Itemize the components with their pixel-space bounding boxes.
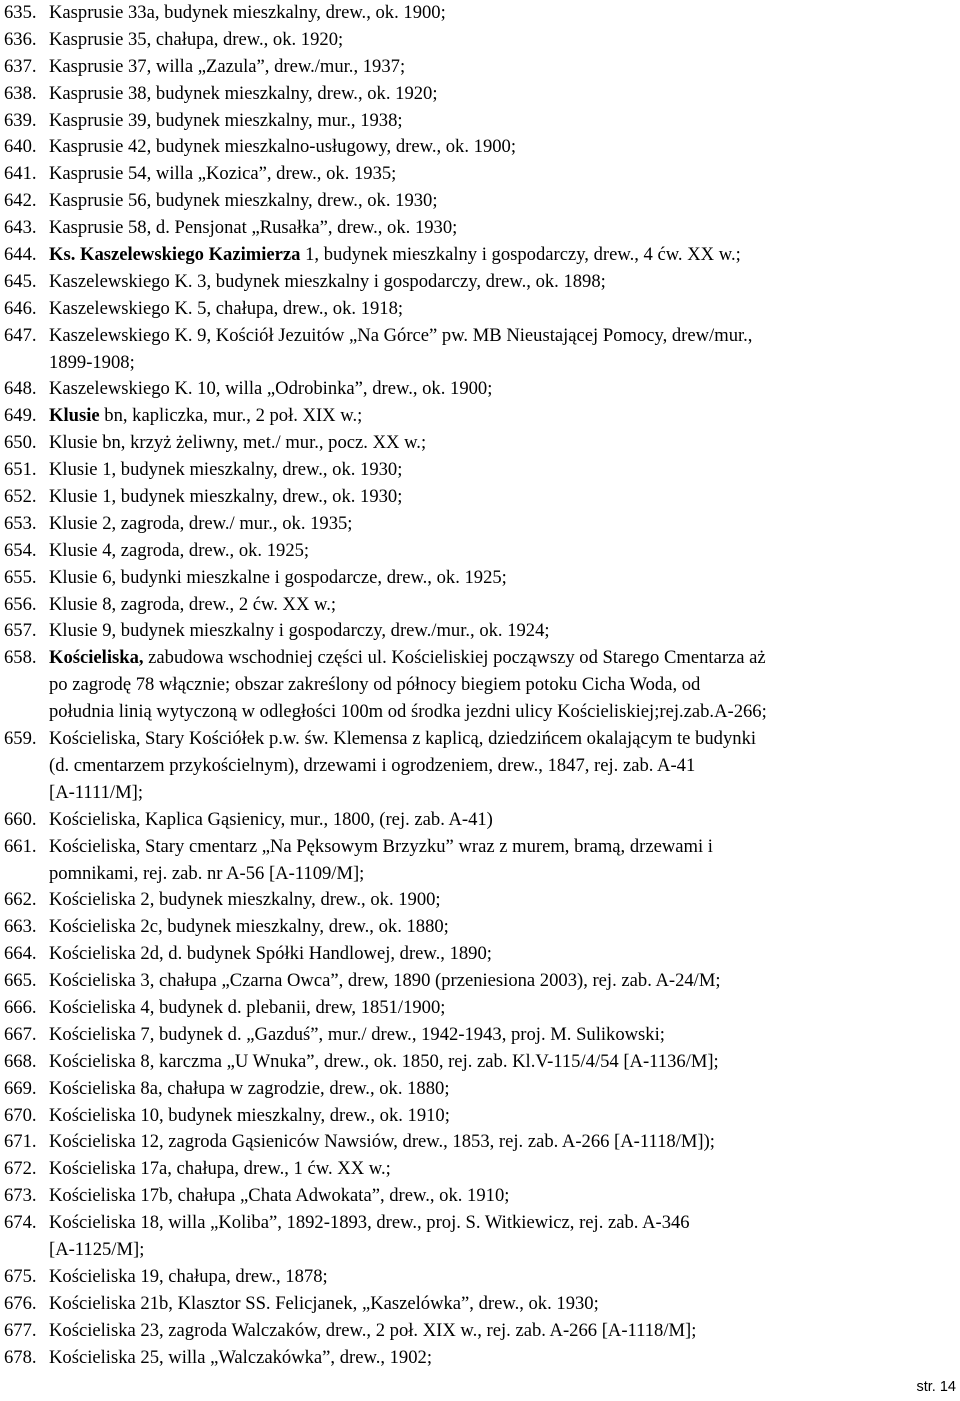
entry-text: pomnikami, rej. zab. nr A-56 [A-1109/M]; xyxy=(49,862,365,884)
entry-text: Kościeliska 3, chałupa „Czarna Owca”, drew, 1890 (przeniesiona 2003), rej. zab. A-24/M; xyxy=(49,970,721,992)
register-entry xyxy=(4,1318,954,1345)
register-entry xyxy=(4,726,954,807)
entry-number: 658. xyxy=(4,647,37,669)
entry-line xyxy=(4,0,954,27)
entry-line xyxy=(4,1183,954,1210)
entry-number: 656. xyxy=(4,593,37,615)
entry-number: 663. xyxy=(4,916,37,938)
entry-text: Kasprusie 33a, budynek mieszkalny, drew., ok. 1900; xyxy=(49,2,446,23)
entry-number: 649. xyxy=(4,405,37,427)
register-entry xyxy=(4,27,954,54)
entry-text: Klusie 9, budynek mieszkalny i gospodarczy, drew./mur., ok. 1924; xyxy=(49,620,550,642)
entry-number: 640. xyxy=(4,136,37,158)
entry-text: po zagrodę 78 włącznie; obszar zakreślony od północy biegiem potoku Cicha Woda, od xyxy=(49,674,701,696)
entry-line xyxy=(4,887,954,914)
entry-text: Kasprusie 37, willa „Zazula”, drew./mur., 1937; xyxy=(49,55,406,77)
entry-number: 638. xyxy=(4,82,37,104)
entry-text: Kaszelewskiego K. 9, Kościół Jezuitów „Na Górce” pw. MB Nieustającej Pomocy, drew/mur., xyxy=(49,324,753,346)
register-entry xyxy=(4,645,954,726)
entry-line xyxy=(4,995,954,1022)
register-entry xyxy=(4,968,954,995)
register-entry xyxy=(4,484,954,511)
entry-line xyxy=(4,592,954,619)
entry-line xyxy=(4,726,954,753)
register-entry xyxy=(4,1022,954,1049)
entry-number: 662. xyxy=(4,889,37,911)
register-entry xyxy=(4,1049,954,1076)
entry-line xyxy=(4,484,954,511)
entry-line xyxy=(4,457,954,484)
register-entry xyxy=(4,1129,954,1156)
entry-text: Kościeliska 19, chałupa, drew., 1878; xyxy=(49,1265,328,1287)
entry-number: 676. xyxy=(4,1292,37,1314)
entry-line xyxy=(4,780,954,807)
entry-text: Kaszelewskiego K. 3, budynek mieszkalny i gospodarczy, drew., ok. 1898; xyxy=(49,270,606,292)
register-entry xyxy=(4,1156,954,1183)
entry-number: 671. xyxy=(4,1131,37,1153)
entry-line xyxy=(4,81,954,108)
register-entry xyxy=(4,296,954,323)
entry-line xyxy=(4,215,954,242)
entry-text: Kościeliska 4, budynek d. plebanii, drew, 1851/1900; xyxy=(49,996,446,1018)
entry-text: Kościeliska 12, zagroda Gąsieniców Nawsiów, drew., 1853, rej. zab. A-266 [A-1118/M]); xyxy=(49,1131,715,1153)
entry-line xyxy=(4,54,954,81)
register-entry xyxy=(4,565,954,592)
entry-text: Kasprusie 58, d. Pensjonat „Rusałka”, drew., ok. 1930; xyxy=(49,217,458,239)
entry-line xyxy=(4,350,954,377)
entry-number: 659. xyxy=(4,728,37,750)
entry-text: (d. cmentarzem przykościelnym), drzewami i ogrodzeniem, drew., 1847, rej. zab. A-41 xyxy=(49,754,696,776)
register-entry xyxy=(4,215,954,242)
register-entry xyxy=(4,1264,954,1291)
entry-text: Klusie 8, zagroda, drew., 2 ćw. XX w.; xyxy=(49,593,337,615)
register-entry xyxy=(4,807,954,834)
entry-text: 1, budynek mieszkalny i gospodarczy, drew., 4 ćw. XX w.; xyxy=(300,244,741,266)
entry-text: Kasprusie 35, chałupa, drew., ok. 1920; xyxy=(49,28,344,50)
entry-text: Kościeliska 17b, chałupa „Chata Adwokata”, drew., ok. 1910; xyxy=(49,1185,510,1207)
entry-number: 650. xyxy=(4,432,37,454)
entry-text: Kościeliska 2d, d. budynek Spółki Handlowej, drew., 1890; xyxy=(49,943,492,965)
entry-line xyxy=(4,1318,954,1345)
register-entry xyxy=(4,81,954,108)
entry-line xyxy=(4,1129,954,1156)
entry-number: 644. xyxy=(4,244,37,266)
entry-text: Kasprusie 42, budynek mieszkalno-usługowy, drew., ok. 1900; xyxy=(49,136,517,158)
entry-number: 661. xyxy=(4,835,37,857)
entry-line xyxy=(4,323,954,350)
entry-number: 665. xyxy=(4,970,37,992)
entry-line xyxy=(4,269,954,296)
entry-number: 642. xyxy=(4,190,37,212)
entry-text: Kasprusie 39, budynek mieszkalny, mur., 1938; xyxy=(49,109,403,131)
register-entry xyxy=(4,269,954,296)
register-entry xyxy=(4,1291,954,1318)
entry-line xyxy=(4,430,954,457)
register-entry xyxy=(4,134,954,161)
register-entry xyxy=(4,995,954,1022)
entry-text: Kościeliska, Stary Kościółek p.w. św. Klemensa z kaplicą, dziedzińcem okalającym te budynki xyxy=(49,728,757,750)
entry-number: 655. xyxy=(4,566,37,588)
register-entry xyxy=(4,108,954,135)
entry-text: południa linią wytyczoną w odległości 100m od środka jezdni ulicy Kościeliskiej;rej.zab.A-266; xyxy=(49,701,767,723)
entry-heading-text: Klusie xyxy=(49,405,100,427)
entry-line xyxy=(4,108,954,135)
entry-line xyxy=(4,1156,954,1183)
entry-heading-text: Ks. Kaszelewskiego Kazimierza xyxy=(49,244,301,266)
entry-line xyxy=(4,807,954,834)
entry-line xyxy=(4,27,954,54)
entry-number: 660. xyxy=(4,808,37,830)
entry-number: 677. xyxy=(4,1319,37,1341)
entry-line xyxy=(4,134,954,161)
entry-text: Kościeliska 10, budynek mieszkalny, drew., ok. 1910; xyxy=(49,1104,450,1126)
register-entry xyxy=(4,430,954,457)
entry-number: 648. xyxy=(4,378,37,400)
entry-line xyxy=(4,1264,954,1291)
entry-line xyxy=(4,834,954,861)
entry-number: 643. xyxy=(4,217,37,239)
entry-number: 678. xyxy=(4,1346,37,1368)
entry-line xyxy=(4,861,954,888)
entry-number: 674. xyxy=(4,1212,37,1234)
entry-line xyxy=(4,1237,954,1264)
entry-number: 647. xyxy=(4,324,37,346)
page-number: str. 14 xyxy=(916,1379,956,1395)
entry-number: 637. xyxy=(4,55,37,77)
entry-text: Kościeliska 2c, budynek mieszkalny, drew., ok. 1880; xyxy=(49,916,449,938)
entry-line xyxy=(4,618,954,645)
entry-number: 636. xyxy=(4,28,37,50)
entry-number: 673. xyxy=(4,1185,37,1207)
entry-text: Klusie 1, budynek mieszkalny, drew., ok. 1930; xyxy=(49,459,403,481)
entry-line xyxy=(4,1076,954,1103)
entry-text: Kościeliska 18, willa „Koliba”, 1892-1893, drew., proj. S. Witkiewicz, rej. zab. A-346 xyxy=(49,1212,690,1234)
entry-text: Kaszelewskiego K. 5, chałupa, drew., ok. 1918; xyxy=(49,297,404,319)
register-entry xyxy=(4,1103,954,1130)
entry-line xyxy=(4,753,954,780)
entry-text: Kościeliska 17a, chałupa, drew., 1 ćw. XX w.; xyxy=(49,1158,391,1180)
register-entry xyxy=(4,457,954,484)
register-entry xyxy=(4,1183,954,1210)
entry-text: Kościeliska, Stary cmentarz „Na Pęksowym Brzyzku” wraz z murem, bramą, drzewami i xyxy=(49,835,713,857)
entry-text: Kościeliska 8, karczma „U Wnuka”, drew., ok. 1850, rej. zab. Kl.V-115/4/54 [A-1136/M]; xyxy=(49,1050,719,1072)
entry-number: 653. xyxy=(4,512,37,534)
entry-text: Kasprusie 54, willa „Kozica”, drew., ok. 1935; xyxy=(49,163,397,185)
entry-line xyxy=(4,645,954,672)
entry-number: 639. xyxy=(4,109,37,131)
entry-number: 664. xyxy=(4,943,37,965)
entry-line xyxy=(4,1210,954,1237)
entry-number: 641. xyxy=(4,163,37,185)
register-entry xyxy=(4,834,954,888)
register-entry xyxy=(4,1210,954,1264)
entry-line xyxy=(4,968,954,995)
entry-number: 669. xyxy=(4,1077,37,1099)
entry-number: 670. xyxy=(4,1104,37,1126)
register-entry xyxy=(4,242,954,269)
entry-number: 654. xyxy=(4,539,37,561)
entry-number: 657. xyxy=(4,620,37,642)
entry-text: Klusie 1, budynek mieszkalny, drew., ok. 1930; xyxy=(49,486,403,508)
entry-text: Kościeliska, Kaplica Gąsienicy, mur., 1800, (rej. zab. A-41) xyxy=(49,808,493,830)
entry-text: Klusie 2, zagroda, drew./ mur., ok. 1935; xyxy=(49,512,353,534)
entry-number: 645. xyxy=(4,270,37,292)
entry-line xyxy=(4,538,954,565)
entry-text: Klusie 6, budynki mieszkalne i gospodarcze, drew., ok. 1925; xyxy=(49,566,507,588)
entry-line xyxy=(4,188,954,215)
entry-line xyxy=(4,296,954,323)
entry-text: Kościeliska 7, budynek d. „Gazduś”, mur./ drew., 1942-1943, proj. M. Sulikowski; xyxy=(49,1023,665,1045)
entry-text: Kościeliska 8a, chałupa w zagrodzie, drew., ok. 1880; xyxy=(49,1077,450,1099)
register-entry xyxy=(4,161,954,188)
entry-line xyxy=(4,914,954,941)
register-entry xyxy=(4,618,954,645)
entry-line xyxy=(4,1345,954,1372)
entry-number: 675. xyxy=(4,1265,37,1287)
entry-text: [A-1125/M]; xyxy=(49,1238,145,1260)
register-entry xyxy=(4,941,954,968)
register-entry xyxy=(4,323,954,377)
entry-text: zabudowa wschodniej części ul. Kościeliskiej począwszy od Starego Cmentarza aż xyxy=(143,647,766,669)
entry-text: Kościeliska 23, zagroda Walczaków, drew., 2 poł. XIX w., rej. zab. A-266 [A-1118/M]; xyxy=(49,1319,697,1341)
register-entry xyxy=(4,1076,954,1103)
entry-text: Kaszelewskiego K. 10, willa „Odrobinka”, drew., ok. 1900; xyxy=(49,378,493,400)
entry-number: 652. xyxy=(4,486,37,508)
entry-number: 672. xyxy=(4,1158,37,1180)
register-entry xyxy=(4,0,954,27)
register-entry xyxy=(4,188,954,215)
entry-line xyxy=(4,242,954,269)
entry-text: Klusie bn, krzyż żeliwny, met./ mur., pocz. XX w.; xyxy=(49,432,427,454)
register-entry xyxy=(4,1345,954,1372)
entry-text: bn, kapliczka, mur., 2 poł. XIX w.; xyxy=(99,405,363,427)
entry-heading-text: Kościeliska, xyxy=(49,647,144,669)
register-list xyxy=(4,0,954,1371)
entry-text: Kościeliska 2, budynek mieszkalny, drew., ok. 1900; xyxy=(49,889,441,911)
register-entry xyxy=(4,376,954,403)
entry-line xyxy=(4,941,954,968)
entry-line xyxy=(4,1022,954,1049)
entry-number: 646. xyxy=(4,297,37,319)
entry-text: Klusie 4, zagroda, drew., ok. 1925; xyxy=(49,539,310,561)
entry-line xyxy=(4,511,954,538)
entry-line xyxy=(4,1291,954,1318)
register-entry xyxy=(4,403,954,430)
entry-number: 667. xyxy=(4,1023,37,1045)
entry-number: 666. xyxy=(4,996,37,1018)
entry-text: 1899-1908; xyxy=(49,351,135,373)
register-entry xyxy=(4,914,954,941)
register-entry xyxy=(4,887,954,914)
entry-text: Kasprusie 38, budynek mieszkalny, drew., ok. 1920; xyxy=(49,82,438,104)
entry-text: Kościeliska 25, willa „Walczakówka”, drew., 1902; xyxy=(49,1346,432,1368)
entry-text: Kościeliska 21b, Klasztor SS. Felicjanek, „Kaszelówka”, drew., ok. 1930; xyxy=(49,1292,599,1314)
entry-text: [A-1111/M]; xyxy=(49,781,143,803)
entry-line xyxy=(4,1049,954,1076)
register-entry xyxy=(4,511,954,538)
entry-number: 635. xyxy=(4,2,37,23)
entry-line xyxy=(4,161,954,188)
entry-number: 651. xyxy=(4,459,37,481)
entry-line xyxy=(4,565,954,592)
entry-line xyxy=(4,403,954,430)
entry-line xyxy=(4,1103,954,1130)
register-entry xyxy=(4,538,954,565)
entry-line xyxy=(4,699,954,726)
register-entry xyxy=(4,592,954,619)
entry-line xyxy=(4,376,954,403)
entry-number: 668. xyxy=(4,1050,37,1072)
register-entry xyxy=(4,54,954,81)
entry-text: Kasprusie 56, budynek mieszkalny, drew., ok. 1930; xyxy=(49,190,438,212)
entry-line xyxy=(4,672,954,699)
